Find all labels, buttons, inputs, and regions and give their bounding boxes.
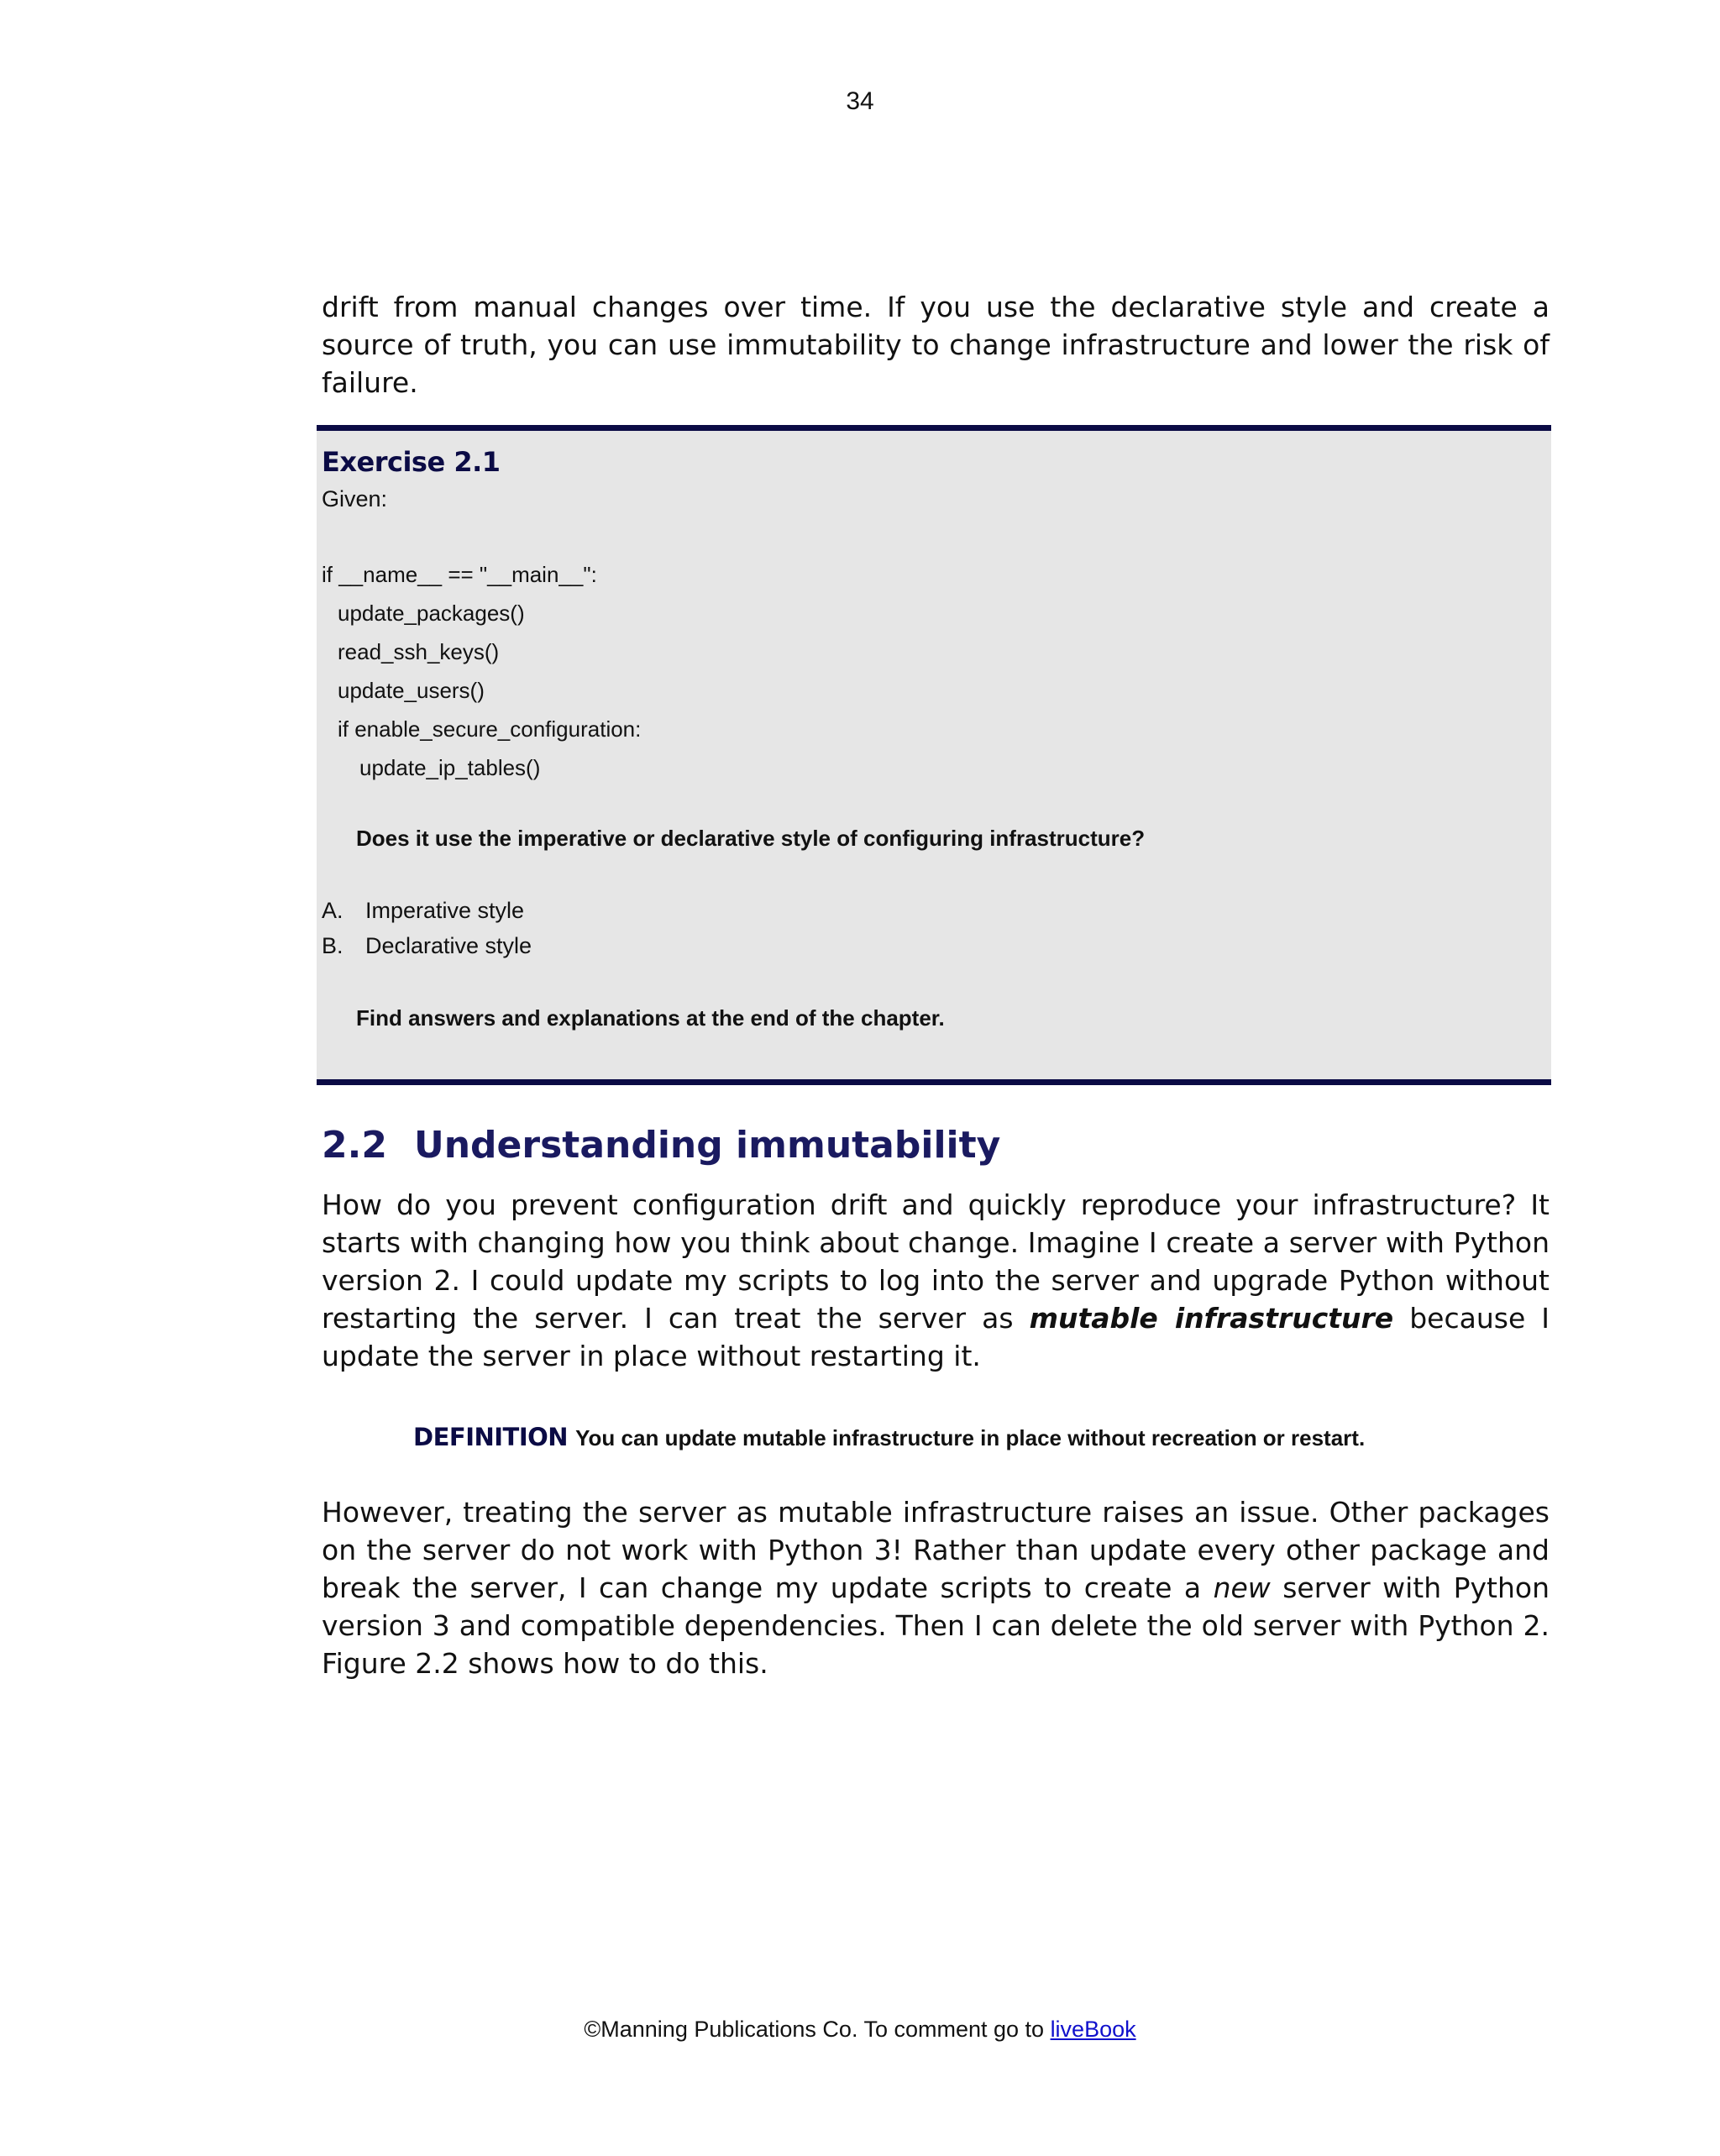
code-line: if enable_secure_configuration: bbox=[338, 716, 642, 742]
para2-emphasis: new bbox=[1213, 1571, 1271, 1604]
para1-text: How do you prevent configuration drift and quickly reproduce your infrastructure? It starts with changing how you think about change. Imagine I create a server with Python version 2. I could update my scripts to log into the server and upgrade Python without restarting the server. I can treat the server as bbox=[322, 1188, 1550, 1335]
option-a bbox=[322, 898, 524, 924]
option-b bbox=[322, 933, 532, 959]
section-title: Understanding immutability bbox=[414, 1124, 1001, 1167]
section-heading bbox=[322, 1124, 1000, 1167]
paragraph-immutable bbox=[322, 1493, 1550, 1682]
section-number: 2.2 bbox=[322, 1124, 387, 1167]
exercise-answers-note: Find answers and explanations at the end of the chapter. bbox=[356, 1005, 945, 1031]
para2-text-end: server with Python version 3 and compatible dependencies. Then I can delete the old server with Python 2. Figure 2.2 shows how to do this. bbox=[322, 1571, 1550, 1680]
code-line: update_ip_tables() bbox=[359, 755, 541, 780]
option-letter: A. bbox=[322, 898, 343, 923]
code-line: read_ssh_keys() bbox=[338, 639, 500, 664]
para2-text: However, treating the server as mutable infrastructure raises an issue. Other packages on the server do not work with Python 3! Rather than update every other package and break the server, I can change my update scripts to create a bbox=[322, 1496, 1550, 1604]
code-line: if __name__ == "__main__": bbox=[322, 562, 597, 587]
code-line: update_users() bbox=[338, 678, 485, 703]
exercise-question: Does it use the imperative or declarative style of configuring infrastructure? bbox=[356, 826, 1146, 851]
definition-text: You can update mutable infrastructure in place without recreation or restart. bbox=[575, 1425, 1366, 1450]
exercise-given: Given: bbox=[322, 486, 388, 511]
definition-callout bbox=[413, 1423, 1365, 1451]
exercise-box bbox=[317, 425, 1551, 1085]
intro-paragraph: drift from manual changes over time. If you use the declarative style and create a source of truth, you can use immutability to change infrastructure and lower the risk of failure. bbox=[322, 291, 1550, 399]
option-text: Imperative style bbox=[365, 898, 525, 923]
para1-emphasis: mutable infrastructure bbox=[1029, 1302, 1394, 1335]
exercise-title: Exercise 2.1 bbox=[322, 446, 501, 478]
footer bbox=[0, 2017, 1720, 2043]
para1-text-end: because I update the server in place without restarting it. bbox=[322, 1302, 1550, 1372]
option-text: Declarative style bbox=[365, 933, 532, 958]
code-line: update_packages() bbox=[338, 601, 525, 626]
definition-label: DEFINITION bbox=[413, 1423, 569, 1451]
page-number: 34 bbox=[846, 87, 874, 115]
paragraph-mutable bbox=[322, 1186, 1550, 1375]
option-letter: B. bbox=[322, 933, 343, 958]
footer-text: ©Manning Publications Co. To comment go to bbox=[584, 2017, 1051, 2042]
livebook-link[interactable]: liveBook bbox=[1050, 2017, 1136, 2042]
